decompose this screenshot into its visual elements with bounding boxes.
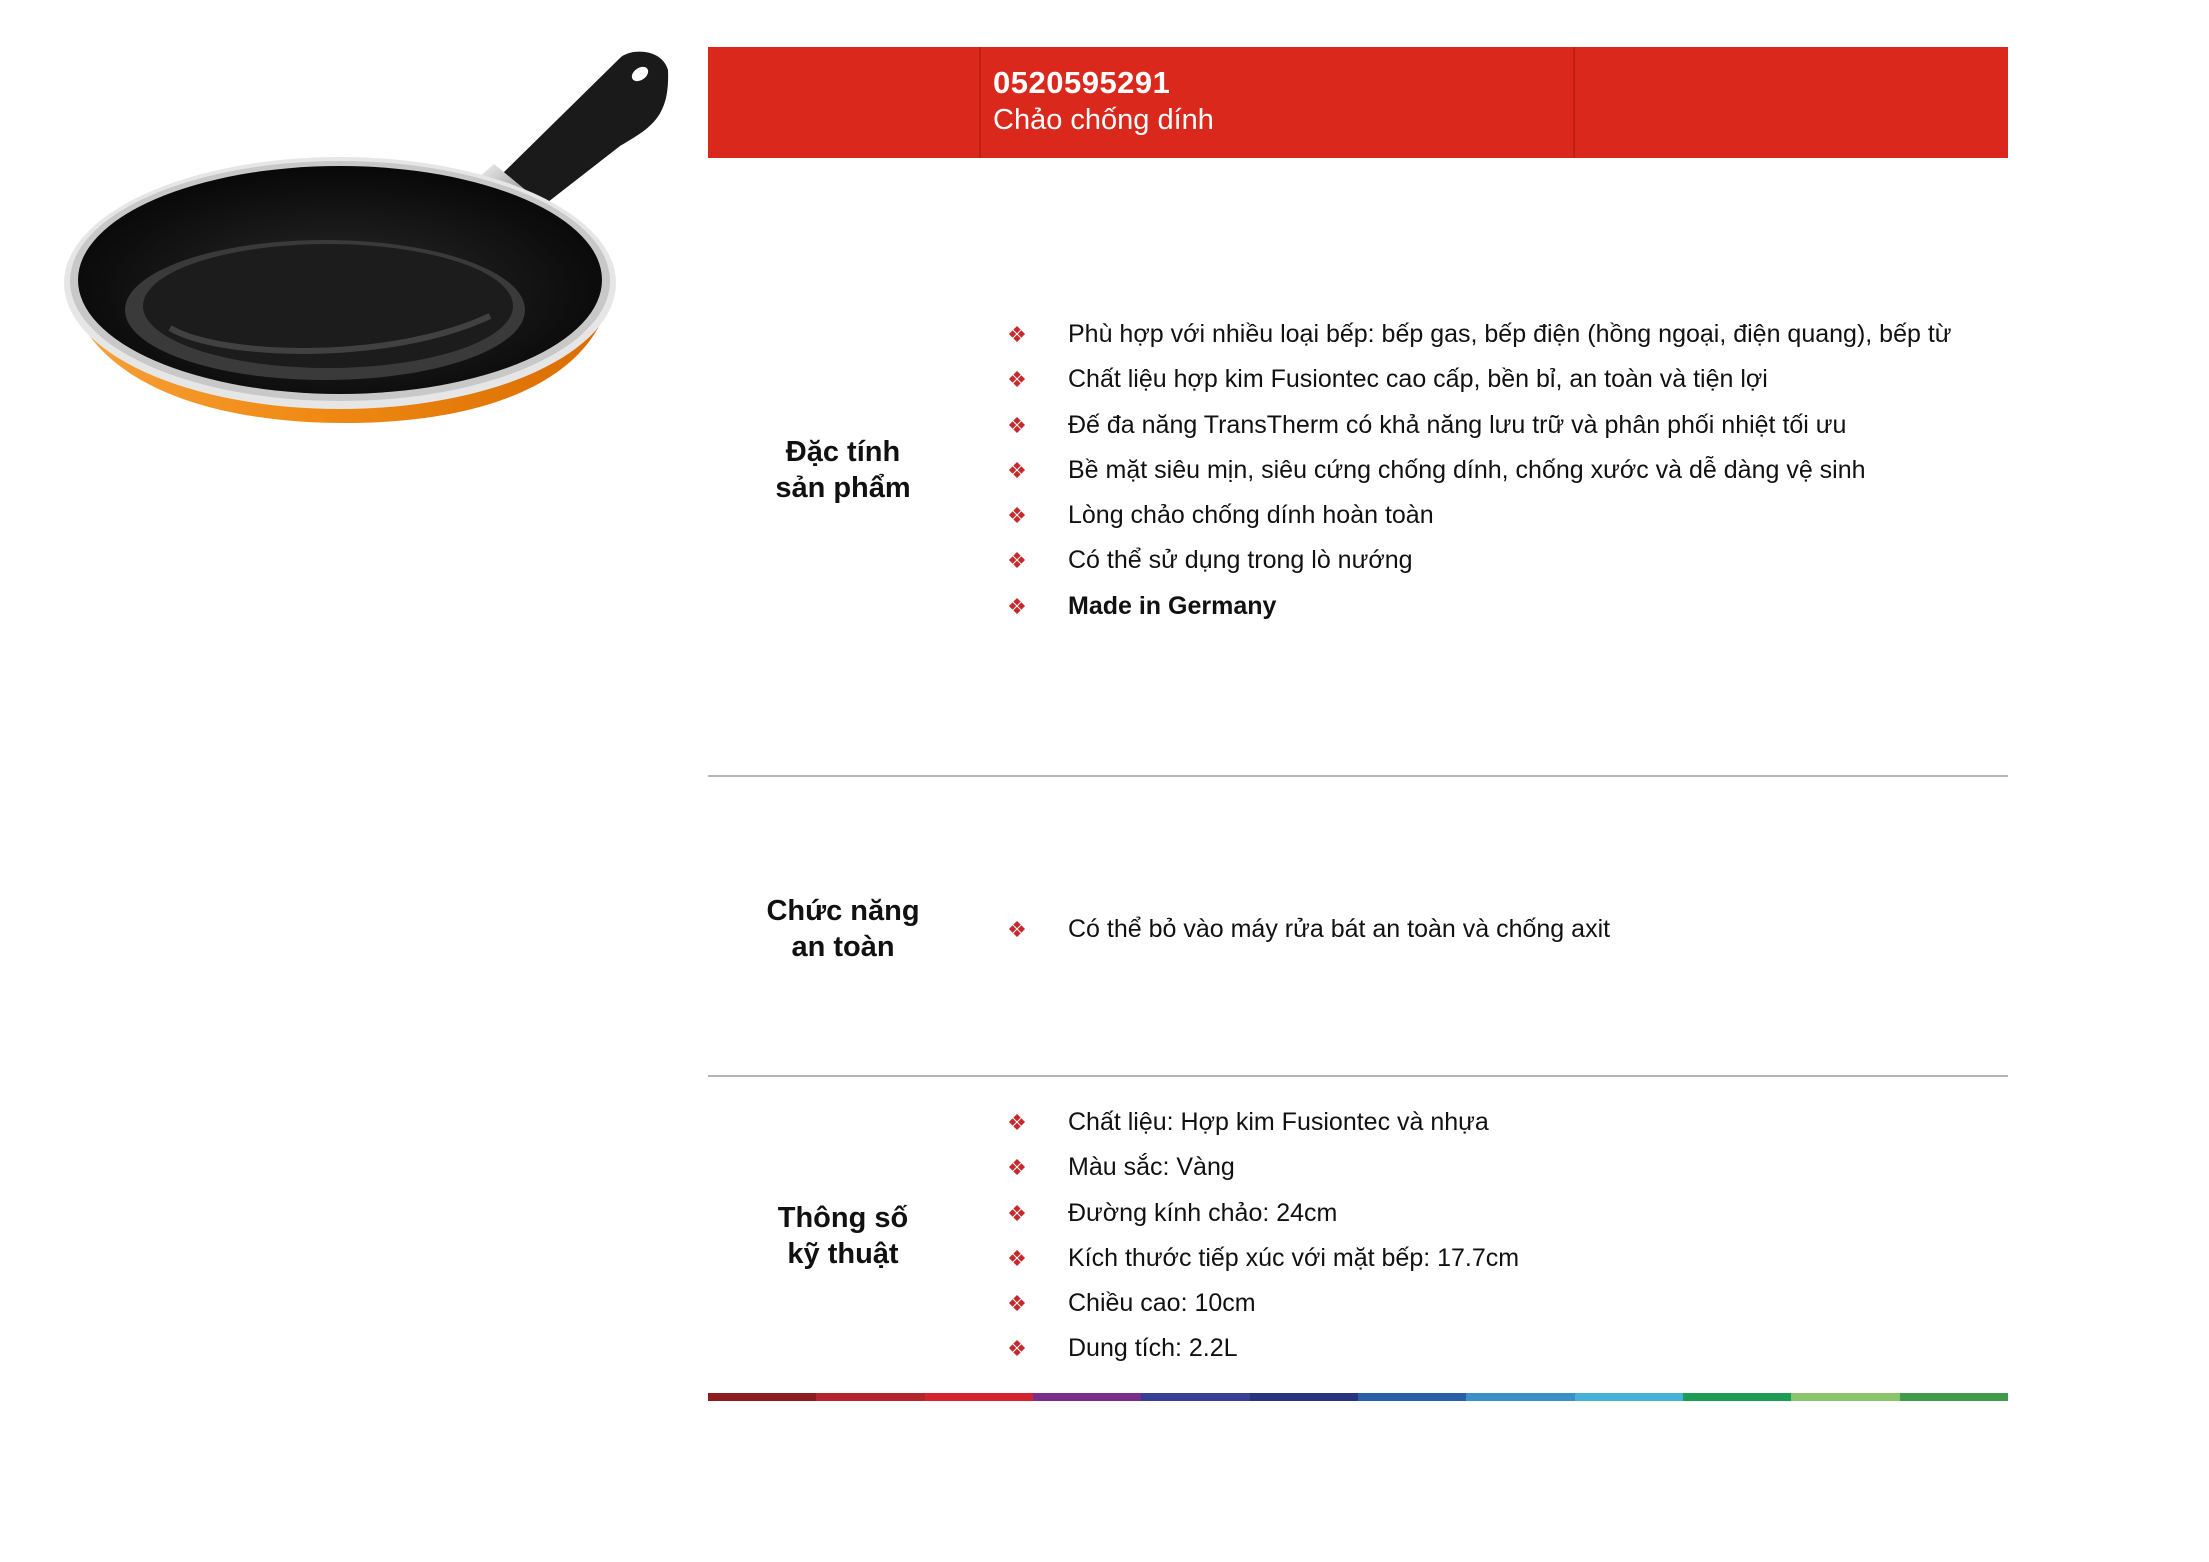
- diamond-four-icon: ❖: [1007, 1336, 1027, 1362]
- stripe-segment: [1791, 1393, 1899, 1401]
- stripe-segment: [1575, 1393, 1683, 1401]
- list-item: ❖ Made in Germany: [1000, 584, 1952, 629]
- header-divider: [1573, 47, 1575, 158]
- stripe-segment: [1358, 1393, 1466, 1401]
- header-divider: [979, 47, 981, 158]
- product-image-frying-pan: [60, 48, 680, 478]
- list-item: ❖ Kích thước tiếp xúc với mặt bếp: 17.7cm: [1000, 1236, 1519, 1281]
- features-list: [1000, 312, 1952, 629]
- brand-color-stripe: [708, 1393, 2008, 1401]
- diamond-four-icon: ❖: [1007, 1110, 1027, 1135]
- stripe-segment: [708, 1393, 816, 1401]
- list-item: ❖ Phù hợp với nhiều loại bếp: bếp gas, bếp điện (hồng ngoại, điện quang), bếp từ: [1000, 312, 1952, 357]
- diamond-four-icon: ❖: [1007, 367, 1027, 393]
- list-item: ❖ Có thể sử dụng trong lò nướng: [1000, 538, 1952, 583]
- diamond-four-icon: ❖: [1007, 593, 1027, 619]
- section-divider: [708, 1075, 2008, 1077]
- stripe-segment: [1900, 1393, 2008, 1401]
- stripe-segment: [1683, 1393, 1791, 1401]
- list-item: ❖ Đường kính chảo: 24cm: [1000, 1191, 1519, 1236]
- section-title-specs: Thông số kỹ thuật: [777, 1202, 909, 1270]
- diamond-four-icon: ❖: [1007, 1200, 1027, 1226]
- specs-list: [1000, 1100, 1519, 1372]
- section-divider: [708, 775, 2008, 777]
- stripe-segment: [1141, 1393, 1249, 1401]
- diamond-four-icon: ❖: [1007, 548, 1027, 574]
- list-item: ❖ Lòng chảo chống dính hoàn toàn: [1000, 493, 1952, 538]
- diamond-four-icon: ❖: [1007, 1155, 1027, 1181]
- list-item: ❖ Bề mặt siêu mịn, siêu cứng chống dính, chống xước và dễ dàng vệ sinh: [1000, 448, 1952, 493]
- list-item: ❖ Màu sắc: Vàng: [1000, 1145, 1519, 1190]
- diamond-four-icon: ❖: [1007, 1245, 1027, 1271]
- safety-list: [1000, 907, 1610, 952]
- diamond-four-icon: ❖: [1007, 457, 1027, 483]
- diamond-four-icon: ❖: [1007, 1291, 1027, 1317]
- diamond-four-icon: ❖: [1007, 412, 1027, 438]
- diamond-four-icon: ❖: [1007, 503, 1027, 529]
- list-item: ❖ Chất liệu hợp kim Fusiontec cao cấp, bền bỉ, an toàn và tiện lợi: [1000, 357, 1952, 402]
- product-code: 0520595291: [993, 65, 1171, 100]
- list-item: ❖ Đế đa năng TransTherm có khả năng lưu trữ và phân phối nhiệt tối ưu: [1000, 403, 1952, 448]
- stripe-segment: [1466, 1393, 1574, 1401]
- list-item: ❖ Dung tích: 2.2L: [1000, 1326, 1519, 1371]
- section-title-safety: Chức năng an toàn: [766, 895, 920, 963]
- product-header-bar: [708, 47, 2008, 158]
- list-item: ❖ Chiều cao: 10cm: [1000, 1281, 1519, 1326]
- list-item: ❖ Chất liệu: Hợp kim Fusiontec và nhựa: [1000, 1100, 1519, 1145]
- stripe-segment: [925, 1393, 1033, 1401]
- stripe-segment: [1250, 1393, 1358, 1401]
- stripe-segment: [1033, 1393, 1141, 1401]
- diamond-four-icon: ❖: [1007, 322, 1027, 347]
- list-item: ❖ Có thể bỏ vào máy rửa bát an toàn và chống axit: [1000, 907, 1610, 952]
- stripe-segment: [816, 1393, 924, 1401]
- diamond-four-icon: ❖: [1007, 917, 1027, 942]
- section-title-features: Đặc tính sản phẩm: [775, 436, 911, 504]
- product-name: Chảo chống dính: [993, 104, 1214, 136]
